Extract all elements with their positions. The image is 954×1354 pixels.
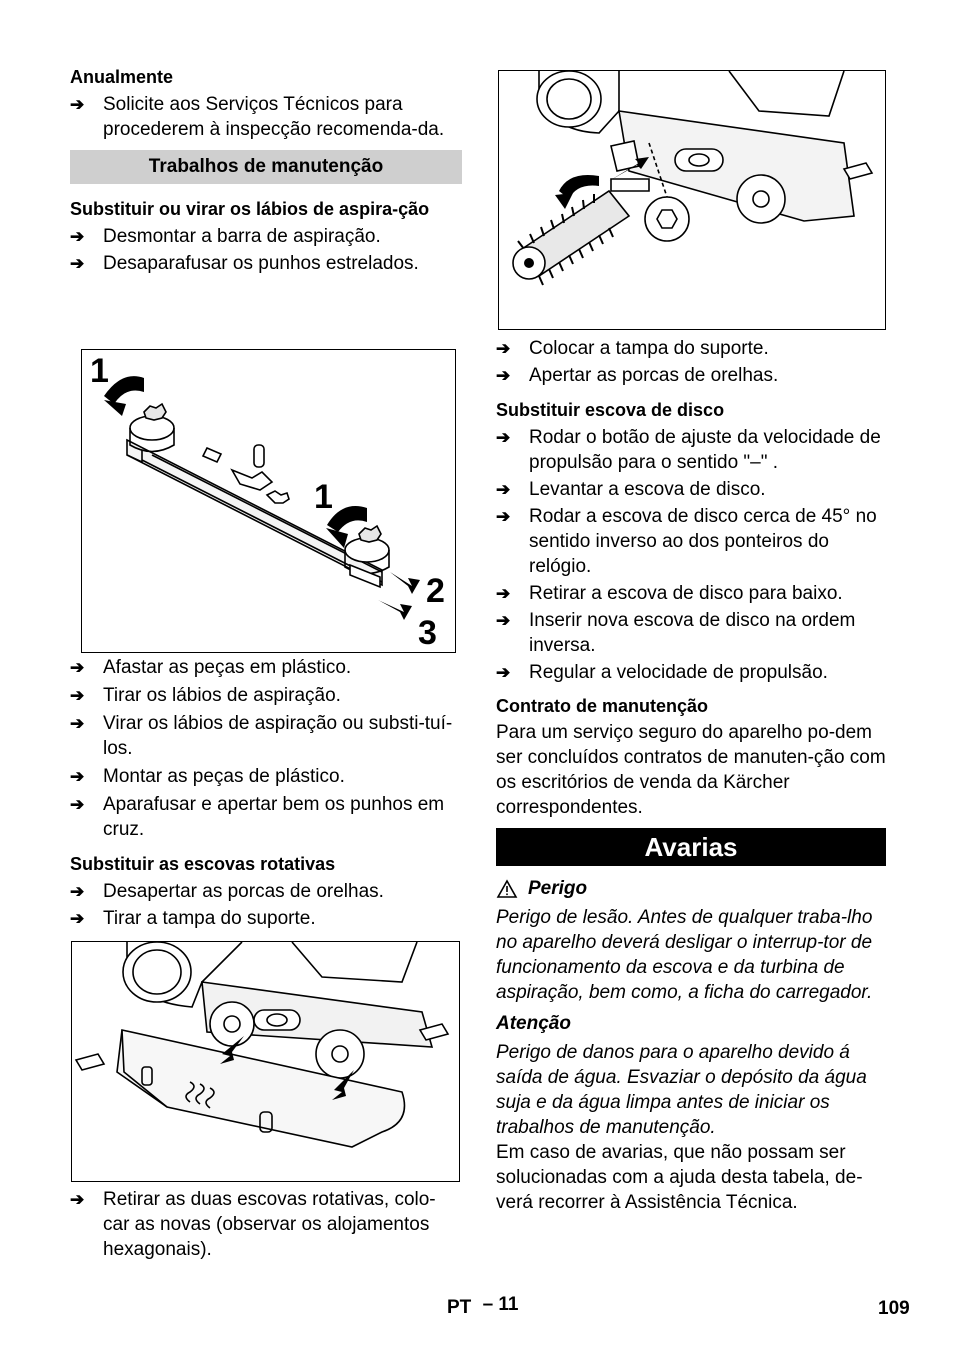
list-item: ➔ Desapertar as porcas de orelhas. — [70, 881, 384, 902]
contract-text: Para um serviço seguro do aparelho po-dem ser concluídos contratos de manuten-ção com os escritórios de venda da Kärcher correspondentes. — [496, 722, 886, 818]
arrow-right-icon: ➔ — [70, 686, 85, 705]
figure-callout: 3 — [418, 614, 437, 652]
avarias-heading: Avarias — [496, 828, 886, 866]
page-number: 109 — [878, 1298, 910, 1319]
list-item: ➔ Desmontar a barra de aspiração. — [70, 226, 381, 247]
list-item: ➔ Rodar o botão de ajuste da velocidade de propulsão para o sentido "–" . — [496, 427, 881, 473]
arrow-right-icon: ➔ — [496, 507, 511, 526]
arrow-right-icon: ➔ — [496, 428, 511, 447]
annual-steps — [70, 92, 462, 142]
list-item: ➔ Apertar as porcas de orelhas. — [496, 365, 779, 386]
list-item: ➔ Levantar a escova de disco. — [496, 479, 766, 500]
figure-callout: 2 — [426, 572, 445, 610]
attention-text: Perigo de danos para o aparelho devido á saída de água. Esvaziar o depósito da água suja e da água limpa antes de iniciar os trabalhos de manutenção. — [496, 1042, 867, 1138]
brushes-steps-b — [70, 1187, 462, 1262]
arrow-right-icon: ➔ — [70, 714, 85, 733]
lips-heading: Substituir ou virar os lábios de aspira-ção — [70, 199, 430, 219]
arrow-right-icon: ➔ — [70, 254, 85, 273]
list-item: ➔ Tirar a tampa do suporte. — [70, 908, 316, 929]
arrow-right-icon: ➔ — [70, 1190, 85, 1209]
danger-text: Perigo de lesão. Antes de qualquer traba-lho no aparelho deverá desligar o interrup-tor de funcionamento da escova e da turbina de aspiração, bem como, a ficha do carregador. — [496, 907, 873, 1003]
figure-roller-brush — [498, 70, 886, 330]
list-item: ➔ Virar os lábios de aspiração ou substi-tuí-los. — [70, 713, 453, 759]
footer-lang: PT — [447, 1297, 472, 1318]
danger-label-row — [496, 876, 886, 901]
list-item: ➔ Desaparafusar os punhos estrelados. — [70, 253, 419, 274]
list-item: ➔ Inserir nova escova de disco na ordem inversa. — [496, 610, 856, 656]
arrow-right-icon: ➔ — [496, 480, 511, 499]
suction-bar-illustration — [82, 350, 455, 652]
roller-brush-illustration — [499, 71, 885, 329]
arrow-right-icon: ➔ — [70, 882, 85, 901]
attention-label: Atenção — [496, 1013, 571, 1034]
danger-label: Perigo — [528, 878, 588, 899]
closing-text: Em caso de avarias, que não possam ser solucionadas com a ajuda desta tabela, de-verá recorrer à Assistência Técnica. — [496, 1142, 863, 1213]
brush-cover-illustration — [72, 942, 459, 1181]
right-column — [496, 336, 886, 1215]
figure-brush-cover — [71, 941, 460, 1182]
arrow-right-icon: ➔ — [70, 795, 85, 814]
lips-steps-a — [70, 224, 462, 276]
lips-steps-b — [70, 655, 462, 931]
list-item: ➔ Montar as peças de plástico. — [70, 766, 345, 787]
arrow-right-icon: ➔ — [70, 909, 85, 928]
list-item: ➔ Regular a velocidade de propulsão. — [496, 662, 828, 683]
figure-callout: 1 — [314, 478, 333, 516]
arrow-right-icon: ➔ — [70, 658, 85, 677]
figure-callout: 1 — [90, 352, 109, 390]
list-item: ➔ Retirar a escova de disco para baixo. — [496, 583, 843, 604]
left-column — [70, 64, 462, 276]
list-item: ➔ Afastar as peças em plástico. — [70, 657, 352, 678]
warning-triangle-icon — [496, 879, 518, 899]
list-item: ➔ Tirar os lábios de aspiração. — [70, 685, 341, 706]
disc-heading: Substituir escova de disco — [496, 400, 725, 420]
section-heading: Trabalhos de manutenção — [70, 150, 462, 184]
arrow-right-icon: ➔ — [496, 663, 511, 682]
figure-suction-bar — [81, 349, 456, 653]
list-item: ➔ Aparafusar e apertar bem os punhos em cruz. — [70, 794, 445, 840]
arrow-right-icon: ➔ — [496, 584, 511, 603]
arrow-right-icon: ➔ — [70, 227, 85, 246]
list-item: ➔ Retirar as duas escovas rotativas, colo-car as novas (observar os alojamentos hexagonais). — [70, 1189, 436, 1260]
footer-section — [447, 1294, 519, 1319]
list-item: ➔ Solicite aos Serviços Técnicos para procederem à inspecção recomenda-da. — [70, 94, 445, 140]
footer-section-page: – 11 — [482, 1294, 519, 1315]
arrow-right-icon: ➔ — [496, 366, 511, 385]
arrow-right-icon: ➔ — [70, 95, 85, 114]
list-item: ➔ Colocar a tampa do suporte. — [496, 338, 769, 359]
list-item: ➔ Rodar a escova de disco cerca de 45° no sentido inverso ao dos ponteiros do relógio. — [496, 506, 877, 577]
contract-heading: Contrato de manutenção — [496, 696, 709, 716]
arrow-right-icon: ➔ — [496, 611, 511, 630]
arrow-right-icon: ➔ — [496, 339, 511, 358]
annual-heading: Anualmente — [70, 67, 174, 87]
arrow-right-icon: ➔ — [70, 767, 85, 786]
brushes-heading: Substituir as escovas rotativas — [70, 854, 336, 874]
